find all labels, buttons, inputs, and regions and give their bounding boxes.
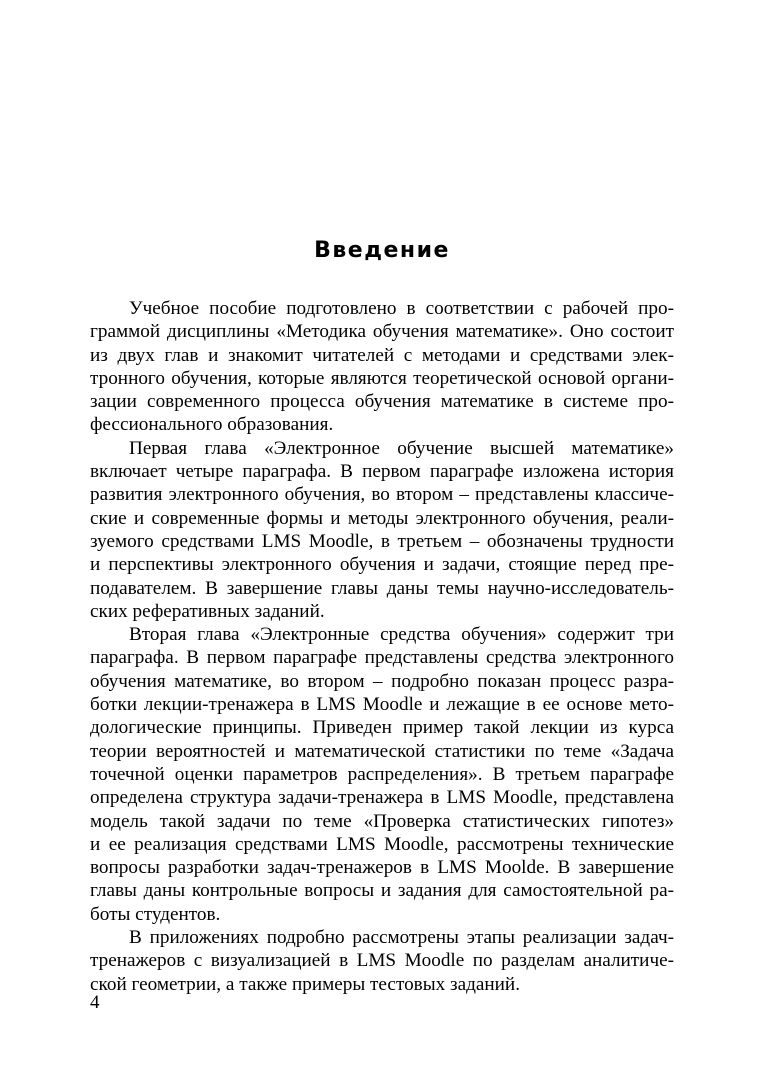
- text-line: Учебное пособие подготовлено в соответствии с рабочей про-: [129, 298, 674, 319]
- text-line: точечной оценки параметров распределения». В третьем параграфе: [90, 763, 674, 785]
- text-line: В приложениях подробно рассмотрены этапы реализации задач-: [129, 927, 674, 949]
- text-line: и перспективы электронного обучения и задачи, стоящие перед пре-: [90, 554, 674, 576]
- paragraph: [90, 623, 674, 926]
- text-line: подавателем. В завершение главы даны темы научно-исследователь-: [90, 577, 674, 599]
- text-line: из двух глав и знакомит читателей с методами и средствами элек-: [90, 344, 674, 366]
- text-line: граммой дисциплины «Методика обучения математике». Оно состоит: [90, 321, 674, 343]
- page-number: 4: [90, 992, 100, 1013]
- paragraph: [90, 437, 674, 623]
- text-line: ской геометрии, а также примеры тестовых заданий.: [90, 973, 520, 995]
- paragraph: [90, 297, 674, 437]
- page-title: Введение: [314, 238, 450, 263]
- text-line: дологические принципы. Приведен пример такой лекции из курса: [90, 717, 674, 739]
- text-line: ские и современные формы и методы электронного обучения, реали-: [90, 507, 674, 529]
- paragraph: [90, 926, 674, 996]
- text-line: тренажеров с визуализацией в LMS Moodle по разделам аналитиче-: [90, 950, 674, 972]
- text-line: вопросы разработки задач-тренажеров в LMS Moolde. В завершение: [90, 857, 674, 879]
- text-line: модель такой задачи по теме «Проверка статистических гипотез»: [90, 810, 674, 832]
- text-line: включает четыре параграфа. В первом параграфе изложена история: [90, 461, 674, 483]
- text-line: Вторая глава «Электронные средства обучения» содержит три: [129, 624, 674, 646]
- text-line: определена структура задачи-тренажера в LMS Moodle, представлена: [90, 787, 674, 809]
- text-line: фессионального образования.: [90, 414, 334, 436]
- text-line: зации современного процесса обучения математике в системе про-: [90, 391, 674, 413]
- text-line: зуемого средствами LMS Moodle, в третьем – обозначены трудности: [90, 530, 674, 552]
- text-line: развития электронного обучения, во втором – представлены классиче-: [90, 484, 674, 506]
- text-line: ботки лекции-тренажера в LMS Moodle и лежащие в ее основе мето-: [90, 694, 674, 716]
- body-text: [90, 297, 674, 996]
- text-line: ских реферативных заданий.: [90, 600, 325, 622]
- text-line: тронного обучения, которые являются теоретической основой органи-: [90, 367, 674, 389]
- text-line: Первая глава «Электронное обучение высшей математике»: [129, 437, 674, 459]
- text-line: параграфа. В первом параграфе представлены средства электронного: [90, 647, 674, 669]
- text-line: боты студентов.: [90, 903, 221, 925]
- text-line: обучения математике, во втором – подробно показан процесс разра-: [90, 670, 674, 692]
- text-line: и ее реализация средствами LMS Moodle, рассмотрены технические: [90, 833, 674, 855]
- text-line: теории вероятностей и математической статистики по теме «Задача: [90, 740, 674, 762]
- text-line: главы даны контрольные вопросы и задания для самостоятельной ра-: [90, 880, 674, 902]
